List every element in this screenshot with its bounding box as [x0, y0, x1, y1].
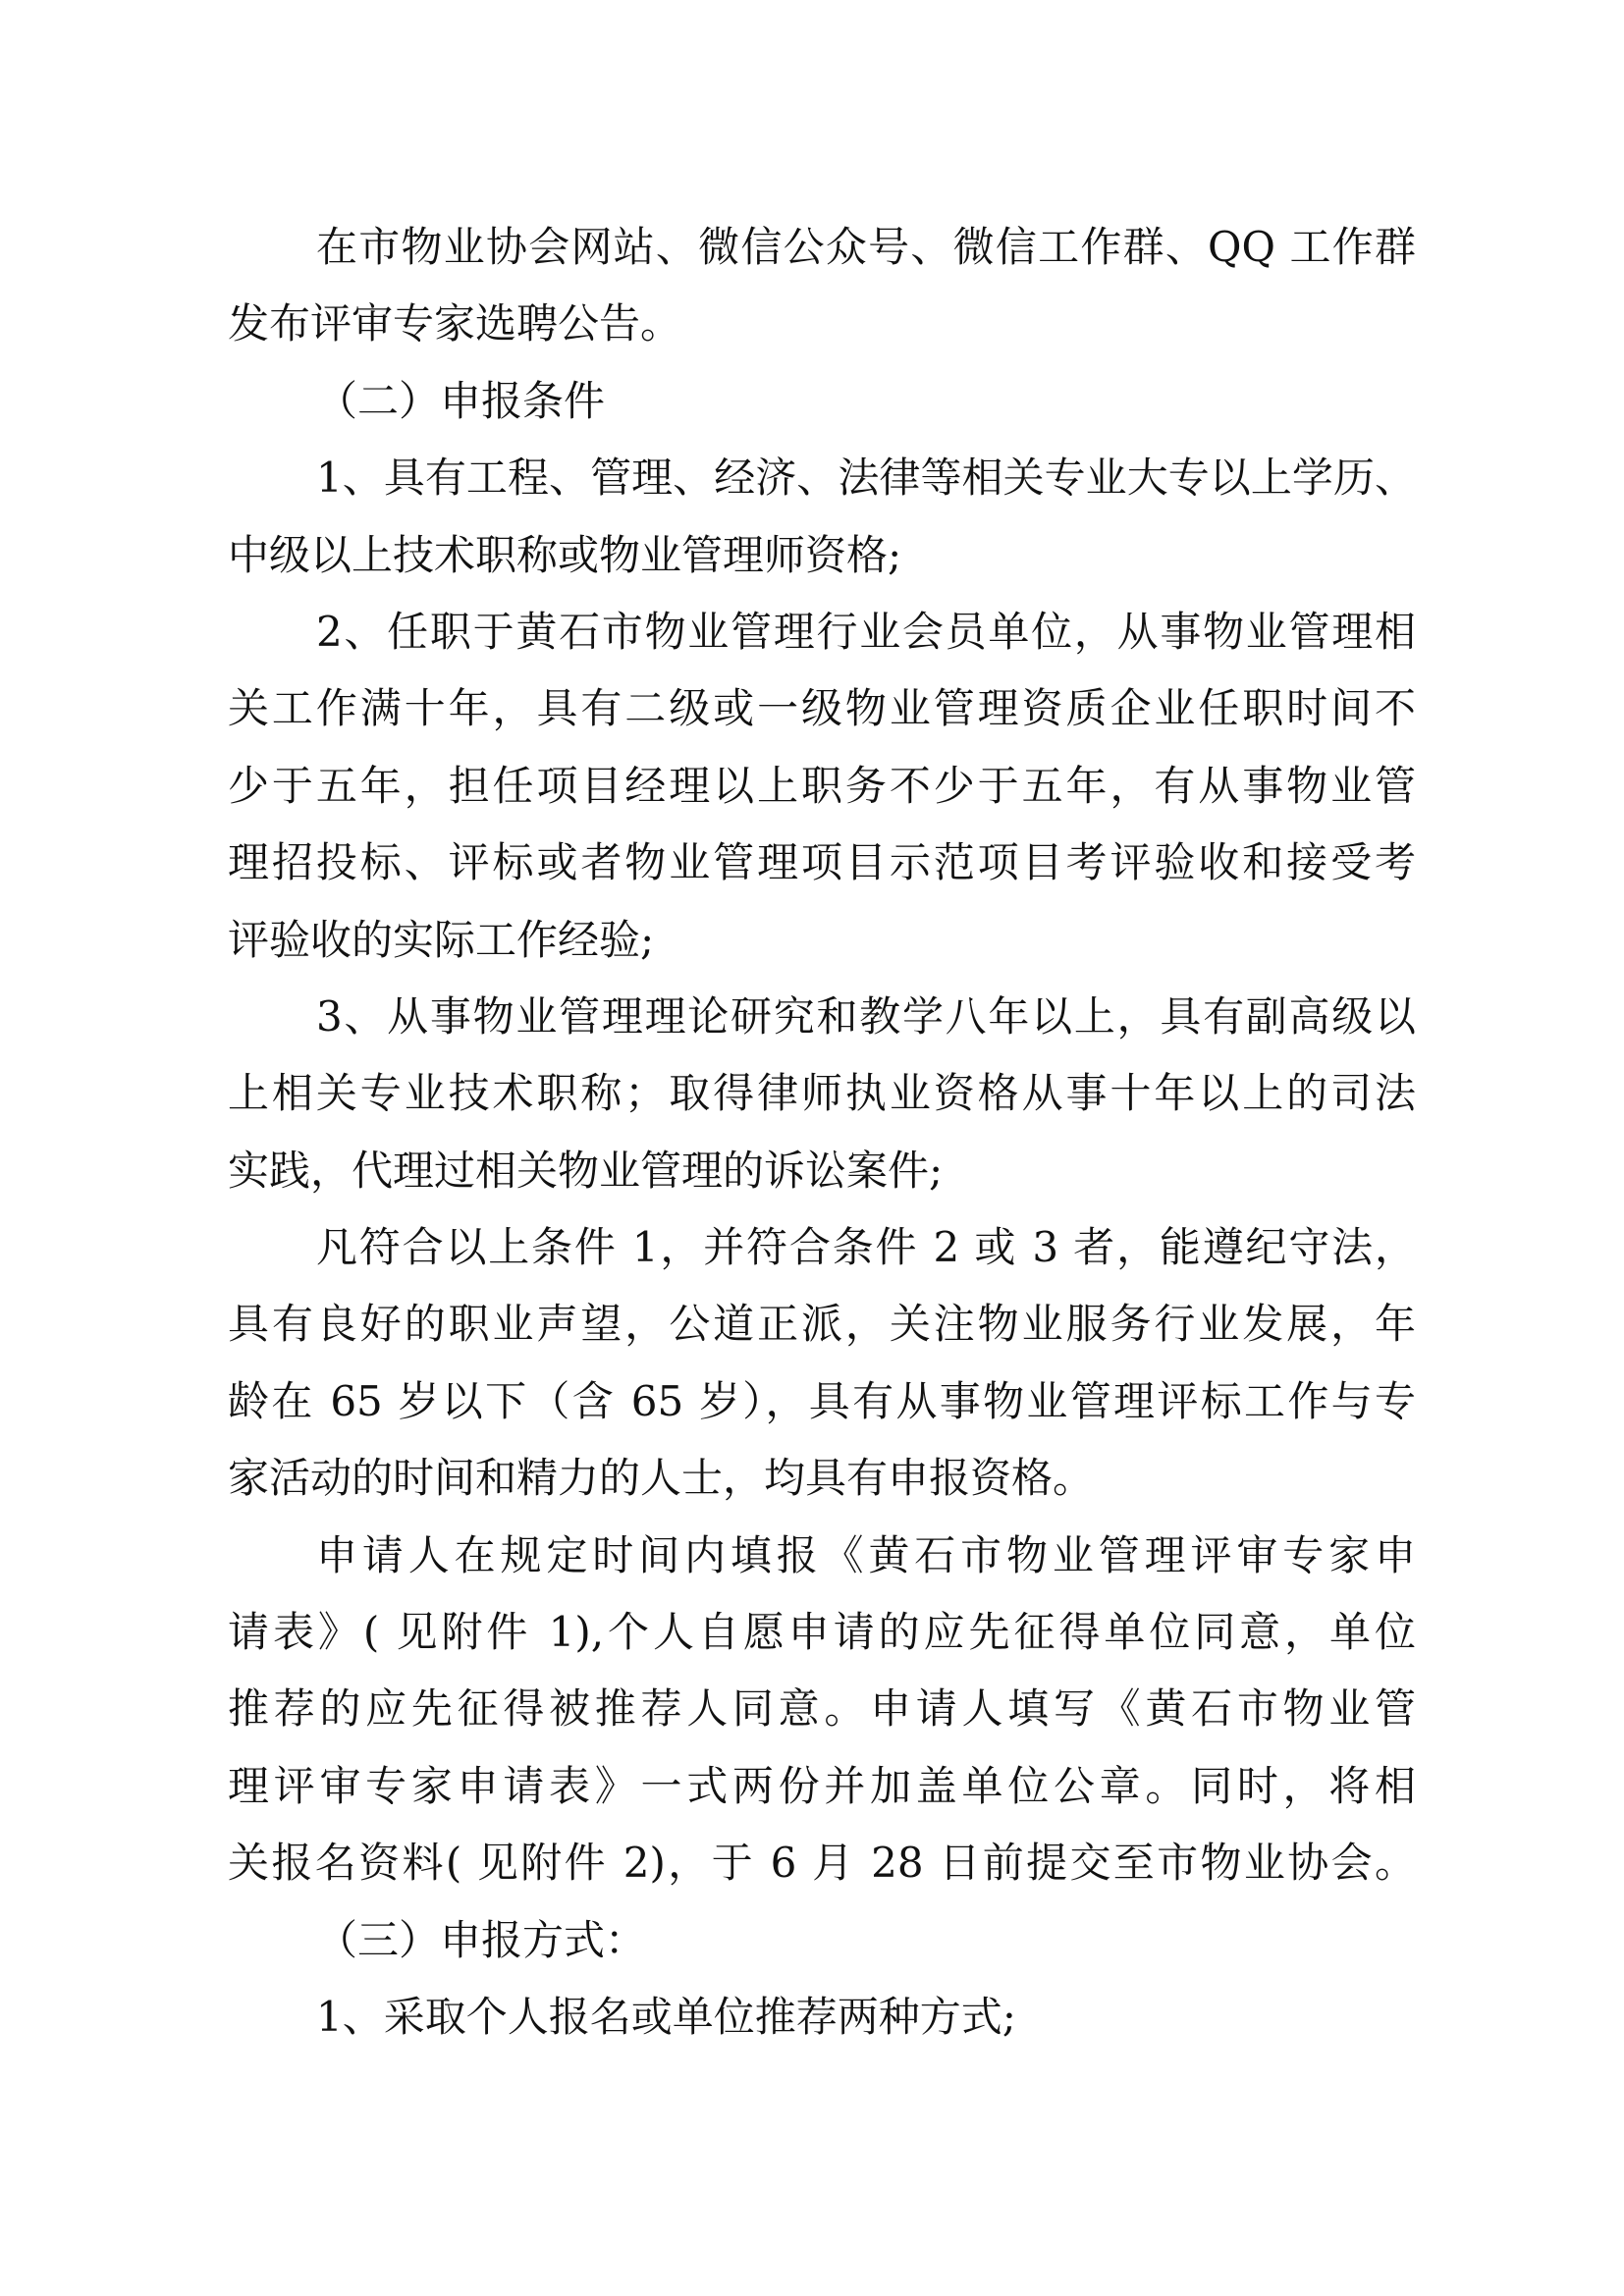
section-heading: （三）申报方式：	[316, 1915, 647, 1964]
paragraph-line: 关工作满十年，具有二级或一级物业管理资质企业任职时间不	[228, 684, 1416, 733]
paragraph-line: 在市物业协会网站、微信公众号、微信工作群、QQ 工作群	[316, 223, 1416, 271]
paragraph-line: 凡符合以上条件 1，并符合条件 2 或 3 者，能遵纪守法，	[316, 1223, 1416, 1272]
paragraph	[228, 1518, 1416, 1902]
paragraph	[228, 1209, 1416, 1518]
paragraph-line: 理招投标、评标或者物业管理项目示范项目考评验收和接受考	[228, 838, 1416, 887]
paragraph	[228, 979, 1416, 1209]
paragraph-line: 3、从事物业管理理论研究和教学八年以上，具有副高级以	[316, 991, 1416, 1041]
paragraph-line: 推荐的应先征得被推荐人同意。申请人填写《黄石市物业管	[228, 1684, 1416, 1734]
paragraph-line: 具有良好的职业声望，公道正派，关注物业服务行业发展，年	[228, 1300, 1416, 1349]
paragraph-line: 少于五年，担任项目经理以上职务不少于五年，有从事物业管	[228, 761, 1416, 810]
paragraph	[228, 440, 1416, 594]
paragraph-line: 龄在 65 岁以下（含 65 岁），具有从事物业管理评标工作与专	[228, 1376, 1416, 1425]
paragraph-line: 发布评审专家选聘公告。	[228, 299, 682, 348]
paragraph-line: 关报名资料( 见附件 2)，于 6 月 28 日前提交至市物业协会。	[228, 1839, 1416, 1888]
paragraph-line: 1、采取个人报名或单位推荐两种方式;	[316, 1992, 1016, 2041]
section-heading: （二）申报条件	[316, 376, 606, 425]
paragraph-line: 上相关专业技术职称；取得律师执业资格从事十年以上的司法	[228, 1069, 1416, 1118]
paragraph-line: 理评审专家申请表》一式两份并加盖单位公章。同时，将相	[228, 1761, 1416, 1810]
paragraph	[228, 1979, 1416, 2056]
paragraph-line: 中级以上技术职称或物业管理师资格;	[228, 530, 902, 579]
paragraph-line: 实践，代理过相关物业管理的诉讼案件;	[228, 1146, 944, 1195]
paragraph-line: 家活动的时间和精力的人士，均具有申报资格。	[228, 1454, 1095, 1503]
document-body	[228, 209, 1416, 2056]
paragraph	[228, 594, 1416, 979]
paragraph	[228, 209, 1416, 363]
paragraph-line: 2、任职于黄石市物业管理行业会员单位，从事物业管理相	[316, 607, 1416, 656]
paragraph-line: 1、具有工程、管理、经济、法律等相关专业大专以上学历、	[316, 454, 1416, 503]
paragraph-line: 请表》( 见附件 1),个人自愿申请的应先征得单位同意，单位	[228, 1608, 1416, 1657]
paragraph-line: 申请人在规定时间内填报《黄石市物业管理评审专家申	[316, 1530, 1416, 1579]
paragraph-line: 评验收的实际工作经验;	[228, 915, 655, 964]
